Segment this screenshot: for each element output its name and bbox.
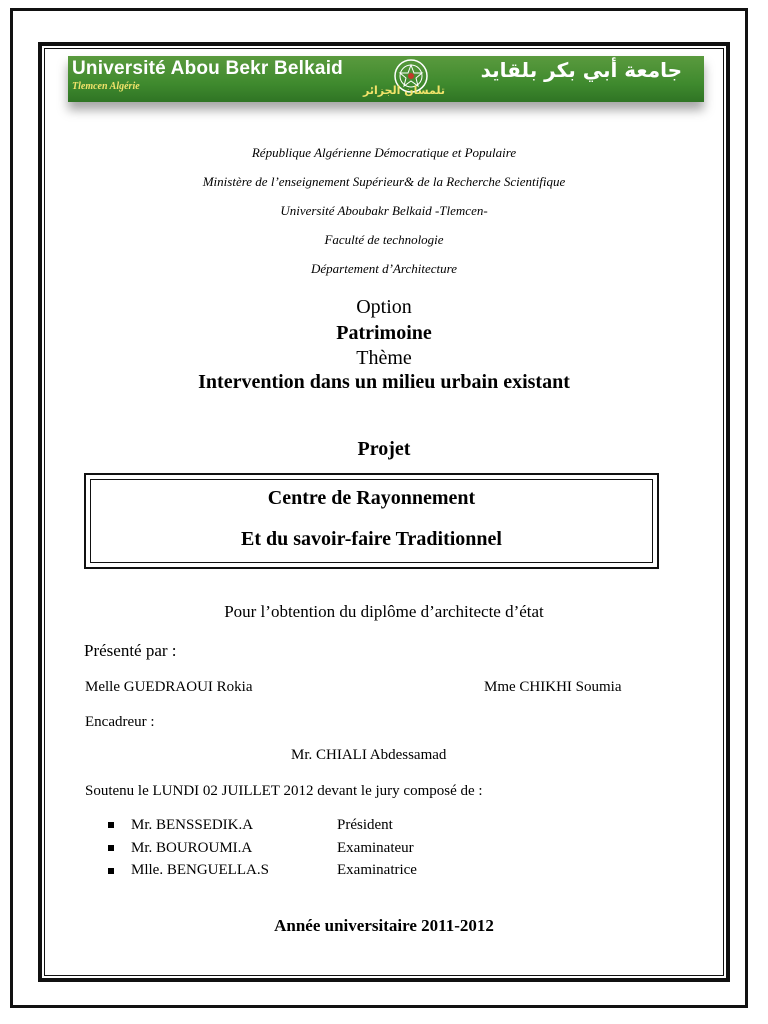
option-label: Option bbox=[356, 296, 412, 318]
project-title-box bbox=[84, 473, 659, 569]
project-title-line1: Centre de Rayonnement bbox=[267, 487, 476, 509]
student-2: Mme CHIKHI Soumia bbox=[484, 679, 622, 695]
bullet-icon bbox=[108, 822, 114, 828]
header-university: Université Aboubakr Belkaid -Tlemcen- bbox=[280, 203, 488, 218]
option-value: Patrimoine bbox=[336, 322, 432, 344]
project-label: Projet bbox=[357, 438, 411, 460]
jury-member-name: Mr. BENSSEDIK.A bbox=[131, 817, 254, 833]
supervisor-label: Encadreur : bbox=[85, 714, 155, 730]
banner-title-arabic: جامعة أبي بكر بلقايد bbox=[480, 58, 682, 82]
bullet-icon bbox=[108, 845, 114, 851]
banner-subtitle-french: Tlemcen Algérie bbox=[72, 81, 140, 92]
header-ministry: Ministère de l’enseignement Supérieur& de la Recherche Scientifique bbox=[202, 174, 566, 189]
banner-subtitle-arabic: تلمسان الجزائر bbox=[363, 84, 445, 97]
presented-by-label: Présenté par : bbox=[84, 641, 177, 660]
header-republic: République Algérienne Démocratique et Populaire bbox=[251, 145, 517, 160]
theme-value: Intervention dans un milieu urbain existant bbox=[198, 371, 570, 393]
project-title-line2: Et du savoir-faire Traditionnel bbox=[241, 528, 502, 550]
header-department: Département d’Architecture bbox=[311, 261, 457, 276]
university-banner bbox=[68, 56, 704, 102]
bullet-icon bbox=[108, 868, 114, 874]
academic-year: Année universitaire 2011-2012 bbox=[274, 916, 494, 935]
jury-member-role: Président bbox=[337, 817, 393, 833]
diploma-purpose: Pour l’obtention du diplôme d’architecte d’état bbox=[224, 602, 544, 621]
project-title-box-inner bbox=[90, 479, 653, 563]
jury-member-name: Mr. BOUROUMI.A bbox=[131, 840, 253, 856]
supervisor-name: Mr. CHIALI Abdessamad bbox=[291, 747, 447, 763]
banner-title-french: Université Abou Bekr Belkaid bbox=[72, 58, 343, 79]
theme-label: Thème bbox=[356, 347, 412, 369]
defense-statement: Soutenu le LUNDI 02 JUILLET 2012 devant le jury composé de : bbox=[85, 783, 483, 799]
jury-member-name: Mlle. BENGUELLA.S bbox=[131, 862, 269, 878]
student-1: Melle GUEDRAOUI Rokia bbox=[85, 679, 253, 695]
header-faculty: Faculté de technologie bbox=[324, 232, 444, 247]
jury-member-role: Examinatrice bbox=[337, 862, 417, 878]
jury-member-role: Examinateur bbox=[337, 840, 414, 856]
